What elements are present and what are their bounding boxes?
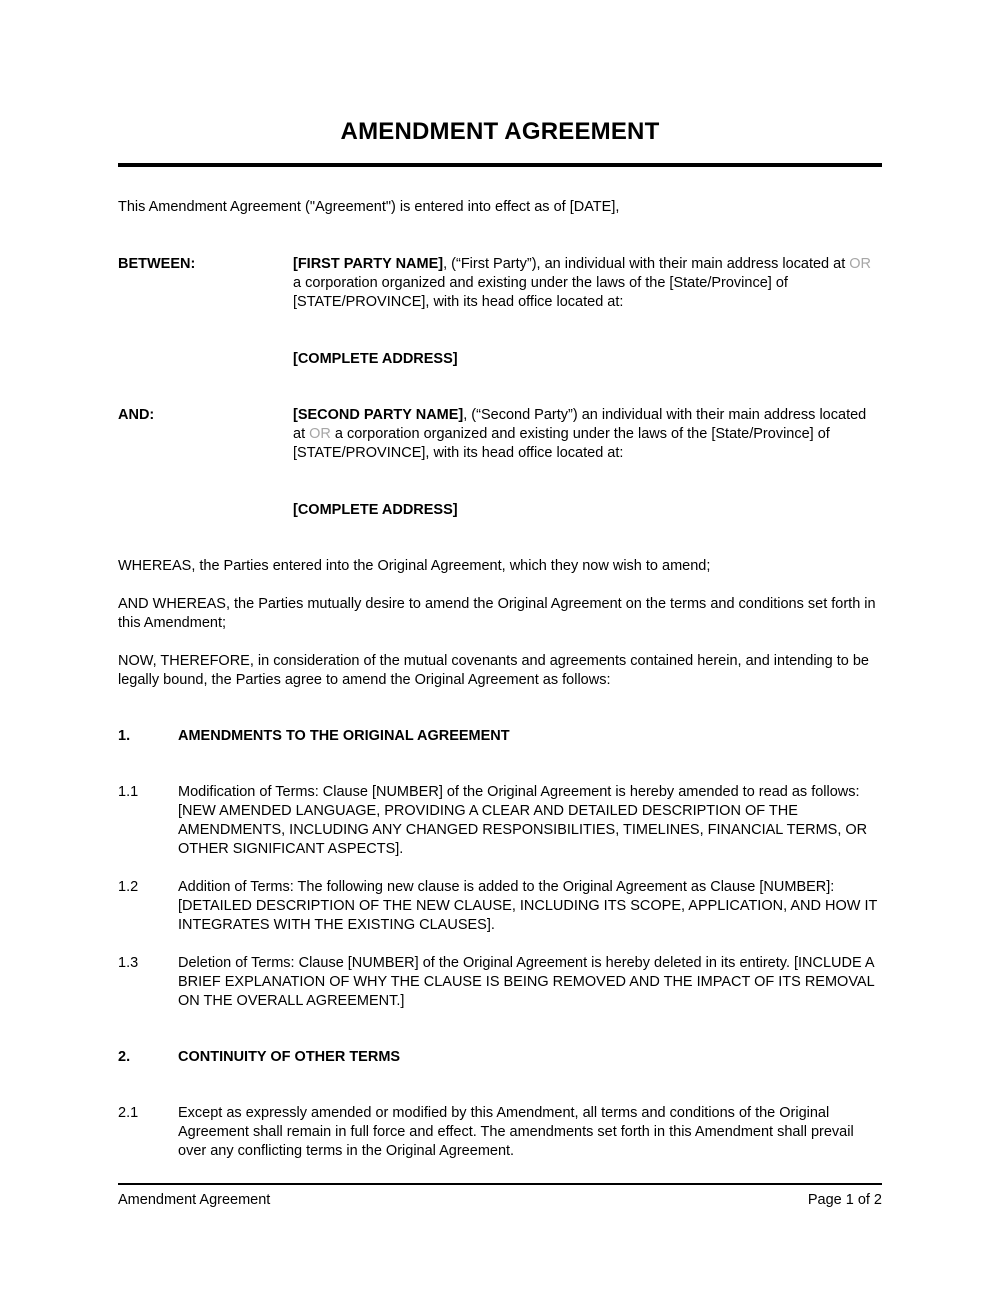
- section-1-number: 1.: [118, 728, 131, 744]
- section-1-heading: AMENDMENTS TO THE ORIGINAL AGREEMENT: [178, 728, 510, 744]
- and-row: [118, 406, 882, 463]
- second-party-or-word: OR: [309, 426, 331, 442]
- second-party-paragraph: [293, 406, 882, 463]
- section-2-heading: CONTINUITY OF OTHER TERMS: [178, 1049, 401, 1065]
- clause-1-2-row: [118, 878, 882, 935]
- page-footer: [118, 1183, 882, 1210]
- clause-1-3-text: Deletion of Terms: Clause [NUMBER] of the Original Agreement is hereby deleted in its entirety. [INCLUDE A BRIEF EXPLANATION OF WHY THE CLAUSE IS BEING REMOVED AND THE IMPACT OF ITS REMOVAL ON THE OVERALL AGREEMENT.]: [178, 955, 875, 1009]
- clause-1-1-text: Modification of Terms: Clause [NUMBER] of the Original Agreement is hereby amended to read as follows: [NEW AMENDED LANGUAGE, PROVIDING A CLEAR AND DETAILED DESCRIPTION OF THE AMENDMENTS, INCLUDING ANY CHANGED RESPONSIBILITIES, TIMELINES, FINANCIAL TERMS, OR OTHER SIGNIFICANT ASPECTS].: [178, 784, 868, 857]
- second-party-name-placeholder: [SECOND PARTY NAME]: [293, 407, 464, 423]
- first-party-text-1: , (“First Party”), an individual with their main address located at: [443, 256, 850, 272]
- first-party-paragraph: [293, 255, 882, 312]
- clause-1-2-number: 1.2: [118, 879, 139, 895]
- spacer: [118, 501, 293, 520]
- title-rule: [118, 163, 882, 167]
- footer-document-name: Amendment Agreement: [118, 1192, 271, 1208]
- and-label: AND:: [118, 407, 155, 423]
- clause-1-3-number: 1.3: [118, 955, 139, 971]
- second-party-address-placeholder: [COMPLETE ADDRESS]: [293, 502, 458, 518]
- first-party-text-2: a corporation organized and existing under the laws of the [State/Province] of [STATE/PROVINCE], with its head office located at:: [293, 275, 788, 310]
- clause-2-1-text: Except as expressly amended or modified by this Amendment, all terms and conditions of the Original Agreement shall remain in full force and effect. The amendments set forth in this Amendment shall prevail over any conflicting terms in the Original Agreement.: [178, 1105, 854, 1159]
- footer-row: [118, 1191, 882, 1210]
- now-therefore-paragraph: NOW, THEREFORE, in consideration of the mutual covenants and agreements contained herein, and intending to be legally bound, the Parties agree to amend the Original Agreement as follows:: [118, 653, 869, 688]
- clause-1-1-row: [118, 783, 882, 859]
- second-party-text-2: a corporation organized and existing under the laws of the [State/Province] of [STATE/PROVINCE], with its head office located at:: [293, 426, 830, 461]
- footer-rule: [118, 1183, 882, 1185]
- clause-1-2-text: Addition of Terms: The following new clause is added to the Original Agreement as Clause [NUMBER]: [DETAILED DESCRIPTION OF THE NEW CLAUSE, INCLUDING ITS SCOPE, APPLICATION, AND HOW IT INTEGRATES WITH THE EXISTING CLAUSES].: [178, 879, 878, 933]
- second-address-row: [118, 501, 882, 520]
- section-2-number: 2.: [118, 1049, 131, 1065]
- clause-1-3-row: [118, 954, 882, 1011]
- between-row: [118, 255, 882, 312]
- first-party-address-placeholder: [COMPLETE ADDRESS]: [293, 351, 458, 367]
- intro-paragraph: This Amendment Agreement ("Agreement") is entered into effect as of [DATE],: [118, 199, 620, 215]
- spacer: [118, 350, 293, 369]
- first-party-or-word: OR: [849, 256, 872, 272]
- section-2-heading-row: [118, 1048, 882, 1067]
- second-party-text-1: , (“Second Party”) an individual with their main address located at: [293, 407, 867, 442]
- clause-2-1-row: [118, 1104, 882, 1161]
- document-title: AMENDMENT AGREEMENT: [340, 118, 660, 145]
- and-whereas-paragraph: AND WHEREAS, the Parties mutually desire to amend the Original Agreement on the terms and conditions set forth in this Amendment;: [118, 596, 876, 631]
- footer-page-number: Page 1 of 2: [807, 1192, 882, 1208]
- whereas-paragraph: WHEREAS, the Parties entered into the Original Agreement, which they now wish to amend;: [118, 558, 711, 574]
- first-address-row: [118, 350, 882, 369]
- between-label: BETWEEN:: [118, 256, 196, 272]
- section-1-heading-row: [118, 727, 882, 746]
- clause-1-1-number: 1.1: [118, 784, 139, 800]
- first-party-name-placeholder: [FIRST PARTY NAME]: [293, 256, 444, 272]
- clause-2-1-number: 2.1: [118, 1105, 139, 1121]
